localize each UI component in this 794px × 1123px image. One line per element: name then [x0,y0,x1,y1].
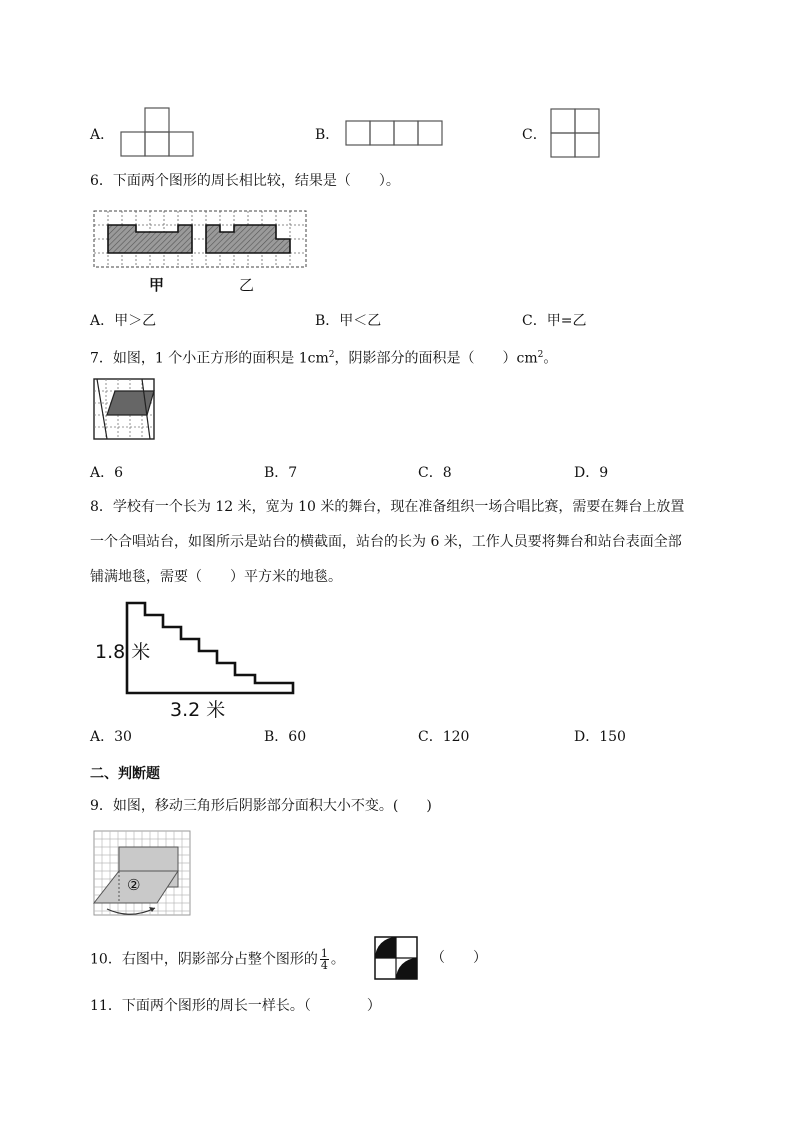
q6-label-jia: 甲 [149,276,165,294]
q8-height-label: 1.8 米 [95,641,151,663]
section-title-judgement: 二、判断题 [90,766,160,782]
q10-fraction: $\frac{1}{4}$ [320,947,328,972]
q5-option-a: A． [90,127,115,143]
q5-figure-c [550,108,602,160]
q8-question-line-1: 8．学校有一个长为 12 米，宽为 10 米的舞台，现在准备组织一场合唱比赛，需要在舞台上放置 [90,499,685,515]
q5-figure-a [120,108,195,158]
q6-option-c: C．甲=乙 [522,313,587,329]
q8-option-c: C．120 [418,729,470,745]
q8-option-d: D．150 [574,729,626,745]
q8-option-b: B．60 [264,729,307,745]
q10-answer-bracket[interactable]: （ ） [431,950,487,966]
q6-figure [93,210,309,270]
q11-question-text: 11．下面两个图形的周长一样长。（ ） [90,998,381,1014]
q9-circle-label: ② [127,876,141,894]
q9-question-text: 9．如图，移动三角形后阴影部分面积大小不变。( ) [90,798,432,814]
q8-stair-figure [125,601,317,697]
q6-option-b: B．甲＜乙 [315,313,382,329]
q7-option-a: A．6 [90,465,124,481]
q7-option-b: B．7 [264,465,298,481]
q8-option-a: A．30 [90,729,132,745]
q5-option-b: B． [315,127,340,143]
q7-option-c: C．8 [418,465,452,481]
q7-figure [93,378,157,444]
q7-question-text: 7．如图，1 个小正方形的面积是 $1cm^2$，阴影部分的面积是（ ）$cm^2$。 [90,350,558,367]
q6-option-a: A．甲＞乙 [90,313,157,329]
q6-question-text: 6．下面两个图形的周长相比较，结果是（ ）。 [90,173,400,189]
q5-figure-b [345,120,445,148]
q7-option-d: D．9 [574,465,609,481]
q10-question-text: 10．右图中，阴影部分占整个图形的 $\frac{1}{4}$ 。 [90,947,345,972]
q8-width-label: 3.2 米 [170,699,226,721]
q8-question-line-2: 一个合唱站台，如图所示是站台的横截面，站台的长为 6 米，工作人员要将舞台和站台表面全部 [90,534,682,550]
q6-label-yi: 乙 [239,276,255,294]
q8-question-line-3: 铺满地毯，需要（ ）平方米的地毯。 [90,569,342,585]
q5-option-c: C． [522,127,547,143]
q9-figure [93,830,193,916]
q10-figure [374,936,418,980]
